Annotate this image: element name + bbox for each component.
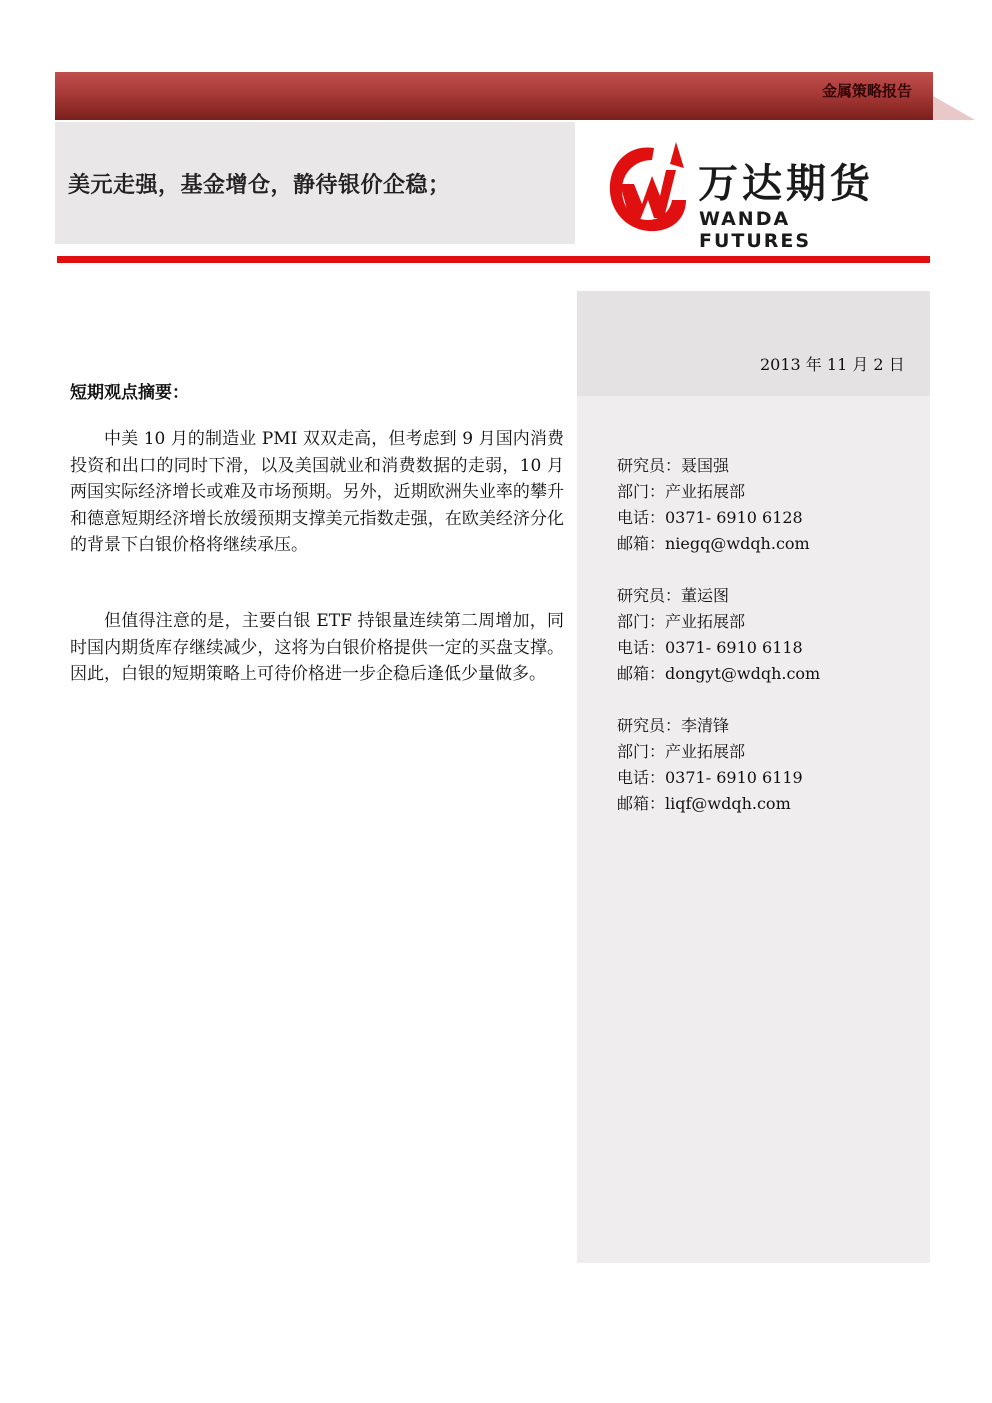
report-title: 美元走强，基金增仓，静待银价企稳； [68, 173, 451, 198]
analyst-department: 部门：产业拓展部 [617, 742, 746, 761]
analyst-name: 研究员：董运图 [617, 586, 730, 605]
company-logo [606, 140, 906, 252]
report-date: 2013 年 11 月 2 日 [760, 355, 905, 374]
summary-paragraph: 但值得注意的是，主要白银 ETF 持银量连续第二周增加，同时国内期货库存继续减少，这将为白银价格提供一定的买盘支撑。因此，白银的短期策略上可待价格进一步企稳后逢低少量做多。 [70, 611, 564, 684]
analyst-email[interactable]: 邮箱：niegq@wdqh.com [617, 534, 810, 553]
analyst-contact [617, 583, 820, 687]
logo-name-cn: 万达期货 [698, 161, 874, 207]
summary-heading: 短期观点摘要： [70, 383, 189, 403]
analyst-phone: 电话：0371- 6910 6119 [617, 768, 803, 787]
header-band-tail [933, 96, 975, 120]
analyst-contact [617, 713, 803, 817]
header-divider [57, 256, 930, 263]
analyst-phone: 电话：0371- 6910 6128 [617, 508, 803, 527]
analyst-contact [617, 453, 810, 557]
header-band [55, 72, 933, 120]
analyst-email[interactable]: 邮箱：dongyt@wdqh.com [617, 664, 821, 683]
analyst-name: 研究员：聂国强 [617, 456, 730, 475]
analyst-email[interactable]: 邮箱：liqf@wdqh.com [617, 794, 791, 813]
wanda-logo-icon [606, 140, 688, 238]
analyst-name: 研究员：李清锋 [617, 716, 730, 735]
summary-paragraph: 中美 10 月的制造业 PMI 双双走高，但考虑到 9 月国内消费投资和出口的同时下滑，以及美国就业和消费数据的走弱，10 月两国实际经济增长或难及市场预期。另外，近期欧洲失业率的攀升和德意短期经济增长放缓预期支撑美元指数走强，在欧美经济分化的背景下白银价格将继续承压。 [70, 429, 564, 555]
analyst-phone: 电话：0371- 6910 6118 [617, 638, 803, 657]
analyst-department: 部门：产业拓展部 [617, 612, 746, 631]
logo-name-en: WANDA FUTURES [699, 208, 812, 252]
sidebar-date-box [577, 291, 930, 396]
analyst-department: 部门：产业拓展部 [617, 482, 746, 501]
report-type-label: 金属策略报告 [821, 82, 912, 100]
